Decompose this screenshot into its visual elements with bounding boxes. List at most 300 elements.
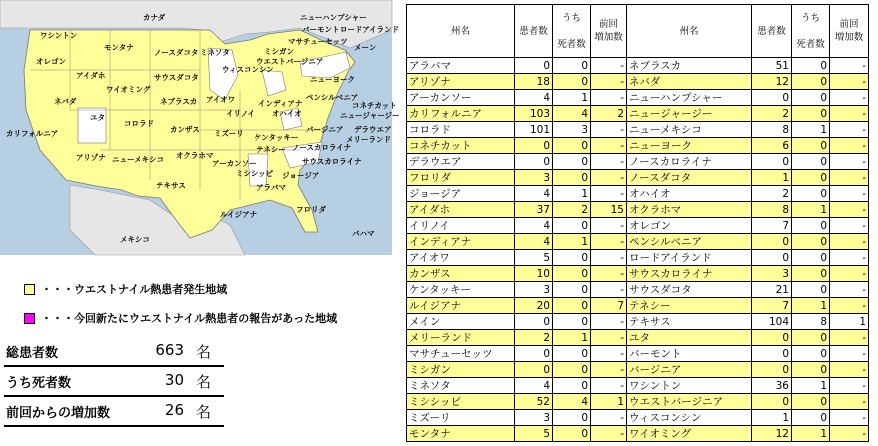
- patients-cell-left: 20: [515, 298, 553, 314]
- stat-total: [4, 339, 224, 367]
- header-deaths-left-bottom: 死者数: [557, 38, 586, 50]
- inc-cell-left: -: [591, 330, 627, 346]
- label-wisconsin: ウィスコンシン: [222, 65, 274, 74]
- header-deaths-left-top: うち: [561, 12, 581, 24]
- state-name-cell-left: カンザス: [407, 266, 515, 282]
- deaths-cell-right: 1: [792, 378, 830, 394]
- deaths-cell-left: 0: [553, 426, 591, 442]
- header-deaths-right-top: うち: [800, 12, 820, 24]
- table-row: [407, 74, 869, 90]
- table-row: [407, 314, 869, 330]
- patients-cell-right: 8: [752, 202, 792, 218]
- state-name-cell-right: ワシントン: [627, 378, 752, 394]
- patients-cell-right: 7: [752, 218, 792, 234]
- label-oklahoma: オクラホマ: [176, 151, 214, 160]
- stat-deaths-unit: 名: [196, 373, 212, 391]
- patients-cell-right: 7: [752, 298, 792, 314]
- label-wyoming: ワイオミング: [106, 85, 151, 94]
- patients-cell-left: 3: [515, 170, 553, 186]
- inc-cell-right: -: [830, 234, 869, 250]
- deaths-cell-right: 1: [792, 122, 830, 138]
- state-name-cell-left: マサチューセッツ: [407, 346, 515, 362]
- state-name-cell-right: ニューハンプシャー: [627, 90, 752, 106]
- deaths-cell-right: 0: [792, 410, 830, 426]
- inc-cell-left: -: [591, 234, 627, 250]
- inc-cell-right: -: [830, 186, 869, 202]
- legend-new-swatch: [24, 313, 35, 324]
- state-name-cell-left: アイダホ: [407, 202, 515, 218]
- inc-cell-right: -: [830, 218, 869, 234]
- patients-cell-left: 18: [515, 74, 553, 90]
- label-bahamas: バハマ: [352, 229, 375, 238]
- inc-cell-left: -: [591, 410, 627, 426]
- inc-cell-right: -: [830, 90, 869, 106]
- patients-cell-left: 4: [515, 378, 553, 394]
- deaths-cell-right: 0: [792, 58, 830, 74]
- inc-cell-right: -: [830, 138, 869, 154]
- stat-total-label: 総患者数: [6, 346, 59, 361]
- deaths-cell-right: 0: [792, 362, 830, 378]
- cases-table: [406, 4, 869, 442]
- patients-cell-left: 52: [515, 394, 553, 410]
- inc-cell-left: 7: [591, 298, 627, 314]
- label-nevada: ネバダ: [54, 97, 77, 106]
- label-california: カリフォルニア: [6, 129, 59, 138]
- inc-cell-left: -: [591, 58, 627, 74]
- stat-deaths-value: 30: [164, 371, 184, 389]
- label-colorado: コロラド: [124, 119, 154, 128]
- table-row: [407, 266, 869, 282]
- table-row: [407, 298, 869, 314]
- patients-cell-left: 0: [515, 138, 553, 154]
- table-row: [407, 138, 869, 154]
- table-row: [407, 58, 869, 74]
- state-name-cell-right: ワイオミング: [627, 426, 752, 442]
- header-increase-left-top: 前回: [598, 19, 618, 30]
- label-connecticut: コネチカット: [352, 101, 397, 110]
- header-deaths-right-bottom: 死者数: [796, 38, 825, 50]
- state-name-cell-right: バーモント: [627, 346, 752, 362]
- state-name-cell-left: アラバマ: [407, 58, 515, 74]
- label-georgia: ジョージア: [282, 171, 320, 180]
- state-name-cell-right: ウエストバージニア: [627, 394, 752, 410]
- deaths-cell-right: 0: [792, 218, 830, 234]
- patients-cell-left: 101: [515, 122, 553, 138]
- state-name-cell-right: オハイオ: [627, 186, 752, 202]
- deaths-cell-right: 8: [792, 314, 830, 330]
- deaths-cell-right: 0: [792, 90, 830, 106]
- stat-increase-label: 前回からの増加数: [6, 406, 111, 421]
- deaths-cell-left: 1: [553, 234, 591, 250]
- deaths-cell-right: 0: [792, 346, 830, 362]
- header-increase-right-bottom: 増加数: [834, 32, 864, 43]
- label-minnesota: ミネソタ: [200, 48, 230, 57]
- table-row: [407, 330, 869, 346]
- inc-cell-right: -: [830, 106, 869, 122]
- state-name-cell-right: テネシー: [627, 298, 752, 314]
- stat-increase-value: 26: [164, 401, 184, 419]
- stat-total-value: 663: [155, 341, 184, 359]
- inc-cell-left: -: [591, 314, 627, 330]
- header-patients-right: 患者数: [752, 5, 792, 58]
- deaths-cell-left: 0: [553, 74, 591, 90]
- state-name-cell-left: デラウエア: [407, 154, 515, 170]
- inc-cell-left: -: [591, 74, 627, 90]
- inc-cell-left: -: [591, 122, 627, 138]
- inc-cell-right: -: [830, 282, 869, 298]
- patients-cell-right: 21: [752, 282, 792, 298]
- table-row: [407, 410, 869, 426]
- patients-cell-left: 4: [515, 90, 553, 106]
- patients-cell-right: 0: [752, 250, 792, 266]
- inc-cell-right: -: [830, 362, 869, 378]
- patients-cell-right: 6: [752, 138, 792, 154]
- state-name-cell-left: コネチカット: [407, 138, 515, 154]
- deaths-cell-left: 0: [553, 138, 591, 154]
- deaths-cell-left: 0: [553, 362, 591, 378]
- legend-new-text: ・・・今回新たにウエストナイル熱患者の報告があった地域: [41, 312, 338, 325]
- patients-cell-left: 0: [515, 362, 553, 378]
- inc-cell-right: -: [830, 330, 869, 346]
- patients-cell-right: 0: [752, 90, 792, 106]
- state-name-cell-right: ニューメキシコ: [627, 122, 752, 138]
- stat-deaths: [4, 369, 224, 397]
- us-map: [0, 0, 400, 255]
- deaths-cell-right: 0: [792, 154, 830, 170]
- state-name-cell-left: ルイジアナ: [407, 298, 515, 314]
- deaths-cell-left: 4: [553, 394, 591, 410]
- patients-cell-left: 4: [515, 218, 553, 234]
- table-row: [407, 282, 869, 298]
- deaths-cell-right: 0: [792, 106, 830, 122]
- table-row: [407, 394, 869, 410]
- label-oregon: オレゴン: [36, 57, 66, 66]
- table-row: [407, 234, 869, 250]
- deaths-cell-right: 0: [792, 330, 830, 346]
- deaths-cell-left: 0: [553, 410, 591, 426]
- state-name-cell-right: オクラホマ: [627, 202, 752, 218]
- patients-cell-left: 0: [515, 314, 553, 330]
- state-name-cell-right: サウスカロライナ: [627, 266, 752, 282]
- deaths-cell-left: 0: [553, 298, 591, 314]
- patients-cell-left: 0: [515, 58, 553, 74]
- patients-cell-left: 103: [515, 106, 553, 122]
- state-name-cell-left: メリーランド: [407, 330, 515, 346]
- deaths-cell-right: 0: [792, 170, 830, 186]
- patients-cell-right: 0: [752, 362, 792, 378]
- deaths-cell-right: 1: [792, 202, 830, 218]
- inc-cell-left: -: [591, 170, 627, 186]
- deaths-cell-right: 0: [792, 74, 830, 90]
- label-north-carolina: ノースカロライナ: [292, 143, 352, 152]
- patients-cell-right: 8: [752, 122, 792, 138]
- label-florida: フロリダ: [296, 205, 326, 214]
- inc-cell-right: -: [830, 394, 869, 410]
- deaths-cell-left: 2: [553, 202, 591, 218]
- label-michigan: ミシガン: [264, 47, 294, 56]
- patients-cell-right: 12: [752, 74, 792, 90]
- patients-cell-right: 2: [752, 186, 792, 202]
- label-south-carolina: サウスカロライナ: [302, 157, 362, 166]
- deaths-cell-right: 0: [792, 234, 830, 250]
- label-nebraska: ネブラスカ: [160, 97, 198, 106]
- label-kansas: カンザス: [170, 125, 200, 134]
- table-row: [407, 202, 869, 218]
- label-utah: ユタ: [90, 113, 105, 122]
- legend-new: [24, 310, 337, 326]
- label-delaware: デラウエア: [354, 125, 392, 134]
- deaths-cell-left: 4: [553, 106, 591, 122]
- state-name-cell-left: アリゾナ: [407, 74, 515, 90]
- inc-cell-left: -: [591, 90, 627, 106]
- state-name-cell-left: ミズーリ: [407, 410, 515, 426]
- patients-cell-left: 3: [515, 282, 553, 298]
- deaths-cell-left: 0: [553, 282, 591, 298]
- table-row: [407, 378, 869, 394]
- label-vermont: バーモント: [302, 25, 340, 34]
- patients-cell-right: 12: [752, 426, 792, 442]
- label-rhode-island: ロードアイランド: [340, 25, 400, 34]
- header-deaths-right: [792, 5, 830, 58]
- label-maryland: メリーランド: [346, 135, 391, 144]
- header-increase-left-bottom: 増加数: [594, 32, 623, 43]
- deaths-cell-left: 0: [553, 218, 591, 234]
- deaths-cell-left: 0: [553, 58, 591, 74]
- label-tennessee: テネシー: [256, 145, 286, 154]
- state-name-cell-left: ミネソタ: [407, 378, 515, 394]
- inc-cell-right: -: [830, 410, 869, 426]
- patients-cell-left: 2: [515, 330, 553, 346]
- header-patients-left: 患者数: [515, 5, 553, 58]
- deaths-cell-right: 0: [792, 282, 830, 298]
- legend-reported-swatch: [24, 284, 35, 295]
- deaths-cell-left: 0: [553, 266, 591, 282]
- inc-cell-left: -: [591, 362, 627, 378]
- state-name-cell-left: アイオワ: [407, 250, 515, 266]
- label-south-dakota: サウスダコタ: [154, 73, 199, 82]
- inc-cell-left: -: [591, 378, 627, 394]
- inc-cell-left: -: [591, 154, 627, 170]
- state-name-cell-right: ウィスコンシン: [627, 410, 752, 426]
- deaths-cell-right: 0: [792, 186, 830, 202]
- label-arkansas: アーカンソー: [212, 159, 257, 168]
- state-name-cell-right: ニュージャージー: [627, 106, 752, 122]
- label-missouri: ミズーリ: [214, 129, 244, 138]
- patients-cell-right: 0: [752, 154, 792, 170]
- patients-cell-left: 0: [515, 154, 553, 170]
- table-row: [407, 154, 869, 170]
- patients-cell-left: 5: [515, 250, 553, 266]
- patients-cell-left: 4: [515, 186, 553, 202]
- label-massachusetts: マサチューセッツ: [288, 37, 348, 46]
- label-alabama: アラバマ: [256, 183, 286, 192]
- state-name-cell-left: コロラド: [407, 122, 515, 138]
- label-washington: ワシントン: [40, 31, 78, 40]
- patients-cell-right: 104: [752, 314, 792, 330]
- table-row: [407, 218, 869, 234]
- label-arizona: アリゾナ: [76, 153, 106, 162]
- stat-total-unit: 名: [196, 343, 212, 361]
- label-ohio: オハイオ: [272, 109, 302, 118]
- inc-cell-left: -: [591, 426, 627, 442]
- header-deaths-left: [553, 5, 591, 58]
- label-maine: メーン: [354, 43, 377, 52]
- legend-reported: [24, 281, 227, 297]
- label-illinois: イリノイ: [226, 109, 256, 118]
- patients-cell-right: 1: [752, 170, 792, 186]
- legend-reported-text: ・・・ウエストナイル熱患者発生地域: [41, 283, 228, 296]
- stat-increase-unit: 名: [196, 403, 212, 421]
- deaths-cell-left: 1: [553, 186, 591, 202]
- label-pennsylvania: ペンシルベニア: [306, 93, 359, 102]
- header-increase-right: [830, 5, 869, 58]
- label-virginia: バージニア: [306, 125, 344, 134]
- state-name-cell-left: モンタナ: [407, 426, 515, 442]
- table-row: [407, 90, 869, 106]
- state-name-cell-right: バージニア: [627, 362, 752, 378]
- label-louisiana: ルイジアナ: [220, 210, 258, 219]
- table-header-row: [407, 5, 869, 58]
- table-row: [407, 122, 869, 138]
- label-mississippi: ミシシッピ: [236, 169, 274, 178]
- inc-cell-left: 15: [591, 202, 627, 218]
- inc-cell-left: 2: [591, 106, 627, 122]
- inc-cell-right: -: [830, 346, 869, 362]
- state-name-cell-right: ロードアイランド: [627, 250, 752, 266]
- state-name-cell-right: ノースカロライナ: [627, 154, 752, 170]
- inc-cell-left: -: [591, 218, 627, 234]
- deaths-cell-left: 1: [553, 330, 591, 346]
- stat-deaths-label: うち死者数: [6, 376, 72, 391]
- label-new-york: ニューヨーク: [310, 75, 355, 84]
- deaths-cell-right: 1: [792, 298, 830, 314]
- label-new-hampshire: ニューハンプシャー: [300, 13, 367, 22]
- state-name-cell-left: ケンタッキー: [407, 282, 515, 298]
- state-name-cell-left: フロリダ: [407, 170, 515, 186]
- inc-cell-right: -: [830, 154, 869, 170]
- state-name-cell-right: オレゴン: [627, 218, 752, 234]
- stat-increase: [4, 399, 224, 427]
- inc-cell-left: -: [591, 266, 627, 282]
- label-west-virginia: ウエストバージニア: [256, 57, 324, 66]
- patients-cell-right: 0: [752, 330, 792, 346]
- inc-cell-right: -: [830, 250, 869, 266]
- patients-cell-left: 0: [515, 346, 553, 362]
- patients-cell-right: 0: [752, 394, 792, 410]
- inc-cell-right: -: [830, 378, 869, 394]
- inc-cell-right: -: [830, 266, 869, 282]
- label-montana: モンタナ: [104, 43, 134, 52]
- table-row: [407, 346, 869, 362]
- state-name-cell-right: ユタ: [627, 330, 752, 346]
- state-name-cell-left: イリノイ: [407, 218, 515, 234]
- inc-cell-right: -: [830, 298, 869, 314]
- table-row: [407, 106, 869, 122]
- state-name-cell-right: サウスダコタ: [627, 282, 752, 298]
- state-name-cell-left: ミシシッピ: [407, 394, 515, 410]
- deaths-cell-right: 0: [792, 138, 830, 154]
- inc-cell-left: 1: [591, 394, 627, 410]
- inc-cell-right: -: [830, 58, 869, 74]
- patients-cell-left: 37: [515, 202, 553, 218]
- deaths-cell-right: 0: [792, 266, 830, 282]
- patients-cell-right: 51: [752, 58, 792, 74]
- deaths-cell-left: 0: [553, 378, 591, 394]
- inc-cell-right: -: [830, 170, 869, 186]
- deaths-cell-left: 0: [553, 170, 591, 186]
- table-row: [407, 426, 869, 442]
- label-north-dakota: ノースダコタ: [154, 48, 199, 57]
- inc-cell-right: -: [830, 426, 869, 442]
- label-iowa: アイオワ: [206, 95, 236, 104]
- header-increase-right-top: 前回: [839, 19, 859, 30]
- state-name-cell-right: ネバダ: [627, 74, 752, 90]
- label-kentucky: ケンタッキー: [254, 133, 299, 142]
- state-name-cell-right: ペンシルベニア: [627, 234, 752, 250]
- state-name-cell-left: ジョージア: [407, 186, 515, 202]
- patients-cell-right: 2: [752, 106, 792, 122]
- table-row: [407, 186, 869, 202]
- patients-cell-right: 36: [752, 378, 792, 394]
- label-texas: テキサス: [156, 181, 186, 190]
- deaths-cell-right: 1: [792, 426, 830, 442]
- deaths-cell-left: 1: [553, 90, 591, 106]
- deaths-cell-left: 3: [553, 122, 591, 138]
- inc-cell-left: -: [591, 346, 627, 362]
- header-increase-left: [591, 5, 627, 58]
- inc-cell-right: -: [830, 202, 869, 218]
- inc-cell-right: -: [830, 122, 869, 138]
- header-state-right: 州名: [627, 5, 752, 58]
- state-name-cell-left: メイン: [407, 314, 515, 330]
- patients-cell-right: 0: [752, 346, 792, 362]
- state-name-cell-left: アーカンソー: [407, 90, 515, 106]
- header-state-left: 州名: [407, 5, 515, 58]
- deaths-cell-left: 0: [553, 250, 591, 266]
- inc-cell-left: -: [591, 186, 627, 202]
- patients-cell-right: 1: [752, 410, 792, 426]
- patients-cell-left: 4: [515, 234, 553, 250]
- inc-cell-right: 1: [830, 314, 869, 330]
- patients-cell-right: 0: [752, 234, 792, 250]
- label-idaho: アイダホ: [76, 71, 106, 80]
- inc-cell-left: -: [591, 138, 627, 154]
- state-name-cell-right: ノースダコタ: [627, 170, 752, 186]
- inc-cell-right: -: [830, 74, 869, 90]
- patients-cell-left: 5: [515, 426, 553, 442]
- deaths-cell-left: 0: [553, 154, 591, 170]
- label-new-mexico: ニューメキシコ: [112, 155, 165, 164]
- deaths-cell-right: 0: [792, 250, 830, 266]
- deaths-cell-left: 0: [553, 346, 591, 362]
- state-name-cell-right: テキサス: [627, 314, 752, 330]
- state-name-cell-left: インディアナ: [407, 234, 515, 250]
- patients-cell-left: 10: [515, 266, 553, 282]
- inc-cell-left: -: [591, 250, 627, 266]
- state-name-cell-right: ネブラスカ: [627, 58, 752, 74]
- label-indiana: インディアナ: [258, 99, 303, 108]
- patients-cell-left: 3: [515, 410, 553, 426]
- state-name-cell-left: カリフォルニア: [407, 106, 515, 122]
- state-name-cell-right: ニューヨーク: [627, 138, 752, 154]
- table-row: [407, 170, 869, 186]
- label-mexico: メキシコ: [120, 235, 150, 244]
- state-name-cell-left: ミシガン: [407, 362, 515, 378]
- deaths-cell-left: 0: [553, 314, 591, 330]
- patients-cell-right: 3: [752, 266, 792, 282]
- label-canada: カナダ: [143, 13, 166, 22]
- table-row: [407, 362, 869, 378]
